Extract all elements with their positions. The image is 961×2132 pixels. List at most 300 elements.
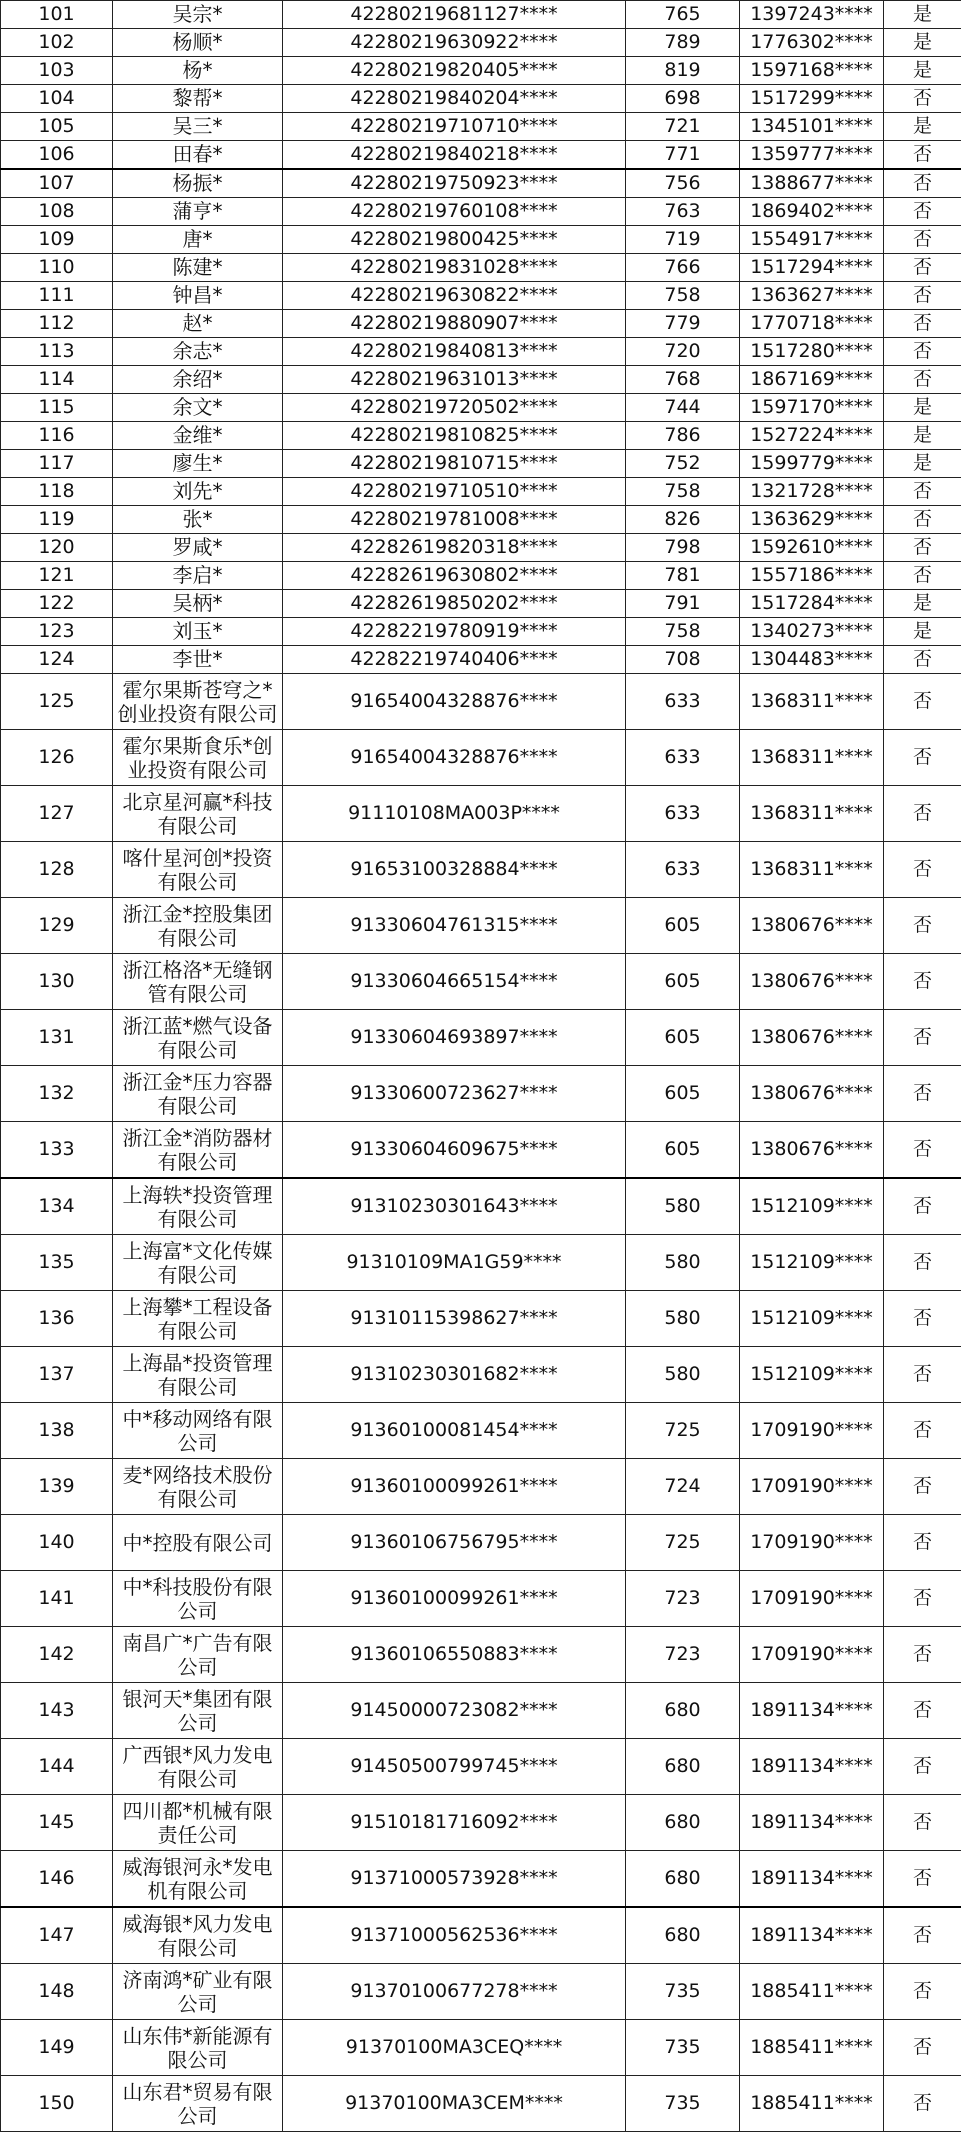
row-number-cell: 130: [1, 954, 113, 1010]
flag-cell: 否: [884, 1515, 961, 1571]
table-row: [1, 1178, 961, 1235]
phone-cell: 1380676****: [740, 1122, 884, 1179]
score-cell: 725: [626, 1403, 740, 1459]
name-cell: 钟昌*: [113, 282, 283, 310]
id-number-cell: 91310109MA1G59****: [283, 1235, 626, 1291]
table-row: [1, 1066, 961, 1122]
phone-cell: 1512109****: [740, 1235, 884, 1291]
name-cell: 上海攀*工程设备有限公司: [113, 1291, 283, 1347]
phone-cell: 1380676****: [740, 898, 884, 954]
row-number-cell: 131: [1, 1010, 113, 1066]
score-cell: 698: [626, 85, 740, 113]
name-cell: 银河天*集团有限公司: [113, 1683, 283, 1739]
id-number-cell: 91371000562536****: [283, 1907, 626, 1964]
score-cell: 789: [626, 29, 740, 57]
id-number-cell: 42282219740406****: [283, 646, 626, 674]
row-number-cell: 133: [1, 1122, 113, 1179]
id-number-cell: 91360106550883****: [283, 1627, 626, 1683]
phone-cell: 1597168****: [740, 57, 884, 85]
flag-cell: 否: [884, 310, 961, 338]
row-number-cell: 117: [1, 450, 113, 478]
table-row: [1, 338, 961, 366]
name-cell: 浙江金*控股集团有限公司: [113, 898, 283, 954]
score-cell: 786: [626, 422, 740, 450]
table-body: [1, 1, 961, 2132]
phone-cell: 1891134****: [740, 1683, 884, 1739]
row-number-cell: 124: [1, 646, 113, 674]
flag-cell: 否: [884, 338, 961, 366]
table-row: [1, 842, 961, 898]
phone-cell: 1363629****: [740, 506, 884, 534]
id-number-cell: 42280219720502****: [283, 394, 626, 422]
phone-cell: 1368311****: [740, 842, 884, 898]
score-cell: 735: [626, 2076, 740, 2132]
id-number-cell: 42280219820405****: [283, 57, 626, 85]
table-row: [1, 730, 961, 786]
id-number-cell: 91653100328884****: [283, 842, 626, 898]
table-row: [1, 506, 961, 534]
score-cell: 719: [626, 226, 740, 254]
id-number-cell: 42280219781008****: [283, 506, 626, 534]
id-number-cell: 42280219631013****: [283, 366, 626, 394]
id-number-cell: 91654004328876****: [283, 674, 626, 730]
score-cell: 605: [626, 1066, 740, 1122]
table-row: [1, 898, 961, 954]
name-cell: 喀什星河创*投资有限公司: [113, 842, 283, 898]
phone-cell: 1363627****: [740, 282, 884, 310]
row-number-cell: 101: [1, 1, 113, 29]
score-cell: 633: [626, 786, 740, 842]
row-number-cell: 137: [1, 1347, 113, 1403]
table-row: [1, 422, 961, 450]
phone-cell: 1891134****: [740, 1907, 884, 1964]
name-cell: 黎帮*: [113, 85, 283, 113]
table-row: [1, 590, 961, 618]
flag-cell: 否: [884, 1291, 961, 1347]
phone-cell: 1397243****: [740, 1, 884, 29]
flag-cell: 否: [884, 646, 961, 674]
flag-cell: 是: [884, 590, 961, 618]
table-row: [1, 57, 961, 85]
table-row: [1, 29, 961, 57]
table-row: [1, 1010, 961, 1066]
phone-cell: 1770718****: [740, 310, 884, 338]
id-number-cell: 91370100MA3CEM****: [283, 2076, 626, 2132]
name-cell: 山东伟*新能源有限公司: [113, 2020, 283, 2076]
score-cell: 605: [626, 1010, 740, 1066]
id-number-cell: 42280219710510****: [283, 478, 626, 506]
flag-cell: 是: [884, 394, 961, 422]
phone-cell: 1517284****: [740, 590, 884, 618]
id-number-cell: 42280219760108****: [283, 198, 626, 226]
score-cell: 752: [626, 450, 740, 478]
flag-cell: 否: [884, 1907, 961, 1964]
row-number-cell: 126: [1, 730, 113, 786]
name-cell: 陈建*: [113, 254, 283, 282]
flag-cell: 否: [884, 506, 961, 534]
table-row: [1, 562, 961, 590]
flag-cell: 否: [884, 282, 961, 310]
row-number-cell: 107: [1, 169, 113, 198]
score-cell: 779: [626, 310, 740, 338]
name-cell: 南昌广*广告有限公司: [113, 1627, 283, 1683]
id-number-cell: 42280219840813****: [283, 338, 626, 366]
flag-cell: 是: [884, 1, 961, 29]
row-number-cell: 132: [1, 1066, 113, 1122]
table-row: [1, 198, 961, 226]
score-cell: 580: [626, 1235, 740, 1291]
score-cell: 708: [626, 646, 740, 674]
flag-cell: 否: [884, 898, 961, 954]
score-cell: 605: [626, 898, 740, 954]
phone-cell: 1517299****: [740, 85, 884, 113]
score-cell: 680: [626, 1739, 740, 1795]
score-cell: 771: [626, 141, 740, 170]
row-number-cell: 111: [1, 282, 113, 310]
phone-cell: 1709190****: [740, 1459, 884, 1515]
name-cell: 余文*: [113, 394, 283, 422]
row-number-cell: 105: [1, 113, 113, 141]
name-cell: 金维*: [113, 422, 283, 450]
phone-cell: 1709190****: [740, 1403, 884, 1459]
name-cell: 中*控股有限公司: [113, 1515, 283, 1571]
table-row: [1, 169, 961, 198]
score-cell: 633: [626, 674, 740, 730]
name-cell: 蒲亨*: [113, 198, 283, 226]
name-cell: 罗咸*: [113, 534, 283, 562]
phone-cell: 1891134****: [740, 1739, 884, 1795]
id-number-cell: 91450000723082****: [283, 1683, 626, 1739]
row-number-cell: 108: [1, 198, 113, 226]
name-cell: 山东君*贸易有限公司: [113, 2076, 283, 2132]
name-cell: 上海晶*投资管理有限公司: [113, 1347, 283, 1403]
name-cell: 刘先*: [113, 478, 283, 506]
flag-cell: 否: [884, 562, 961, 590]
phone-cell: 1709190****: [740, 1571, 884, 1627]
phone-cell: 1597170****: [740, 394, 884, 422]
name-cell: 浙江格洛*无缝钢管有限公司: [113, 954, 283, 1010]
table-row: [1, 646, 961, 674]
row-number-cell: 109: [1, 226, 113, 254]
id-number-cell: 42280219810825****: [283, 422, 626, 450]
name-cell: 杨*: [113, 57, 283, 85]
name-cell: 余志*: [113, 338, 283, 366]
flag-cell: 是: [884, 29, 961, 57]
flag-cell: 否: [884, 1683, 961, 1739]
table-row: [1, 1627, 961, 1683]
phone-cell: 1776302****: [740, 29, 884, 57]
flag-cell: 否: [884, 1235, 961, 1291]
table-row: [1, 254, 961, 282]
id-number-cell: 91310115398627****: [283, 1291, 626, 1347]
row-number-cell: 134: [1, 1178, 113, 1235]
table-row: [1, 1291, 961, 1347]
name-cell: 上海轶*投资管理有限公司: [113, 1178, 283, 1235]
table-row: [1, 1347, 961, 1403]
row-number-cell: 139: [1, 1459, 113, 1515]
id-number-cell: 42280219840204****: [283, 85, 626, 113]
table-row: [1, 1515, 961, 1571]
row-number-cell: 128: [1, 842, 113, 898]
id-number-cell: 91510181716092****: [283, 1795, 626, 1851]
row-number-cell: 103: [1, 57, 113, 85]
score-cell: 680: [626, 1683, 740, 1739]
score-cell: 791: [626, 590, 740, 618]
phone-cell: 1340273****: [740, 618, 884, 646]
score-cell: 580: [626, 1178, 740, 1235]
score-cell: 819: [626, 57, 740, 85]
row-number-cell: 116: [1, 422, 113, 450]
id-number-cell: 91310230301682****: [283, 1347, 626, 1403]
score-cell: 768: [626, 366, 740, 394]
score-cell: 680: [626, 1795, 740, 1851]
flag-cell: 否: [884, 1739, 961, 1795]
flag-cell: 否: [884, 1851, 961, 1908]
phone-cell: 1512109****: [740, 1291, 884, 1347]
id-number-cell: 42280219681127****: [283, 1, 626, 29]
name-cell: 李世*: [113, 646, 283, 674]
score-cell: 744: [626, 394, 740, 422]
table-row: [1, 1235, 961, 1291]
score-cell: 765: [626, 1, 740, 29]
name-cell: 济南鸿*矿业有限公司: [113, 1964, 283, 2020]
row-number-cell: 142: [1, 1627, 113, 1683]
flag-cell: 是: [884, 57, 961, 85]
flag-cell: 是: [884, 450, 961, 478]
table-row: [1, 2020, 961, 2076]
phone-cell: 1359777****: [740, 141, 884, 170]
row-number-cell: 136: [1, 1291, 113, 1347]
phone-cell: 1517280****: [740, 338, 884, 366]
phone-cell: 1512109****: [740, 1347, 884, 1403]
score-cell: 724: [626, 1459, 740, 1515]
flag-cell: 否: [884, 730, 961, 786]
row-number-cell: 125: [1, 674, 113, 730]
flag-cell: 否: [884, 85, 961, 113]
row-number-cell: 140: [1, 1515, 113, 1571]
name-cell: 余绍*: [113, 366, 283, 394]
phone-cell: 1557186****: [740, 562, 884, 590]
flag-cell: 是: [884, 113, 961, 141]
phone-cell: 1512109****: [740, 1178, 884, 1235]
phone-cell: 1869402****: [740, 198, 884, 226]
flag-cell: 是: [884, 618, 961, 646]
row-number-cell: 119: [1, 506, 113, 534]
flag-cell: 否: [884, 1178, 961, 1235]
id-number-cell: 42282619820318****: [283, 534, 626, 562]
phone-cell: 1891134****: [740, 1795, 884, 1851]
name-cell: 浙江金*压力容器有限公司: [113, 1066, 283, 1122]
name-cell: 田春*: [113, 141, 283, 170]
score-cell: 680: [626, 1851, 740, 1908]
id-number-cell: 42280219831028****: [283, 254, 626, 282]
row-number-cell: 148: [1, 1964, 113, 2020]
phone-cell: 1599779****: [740, 450, 884, 478]
score-cell: 580: [626, 1291, 740, 1347]
id-number-cell: 91370100677278****: [283, 1964, 626, 2020]
flag-cell: 是: [884, 422, 961, 450]
phone-cell: 1368311****: [740, 786, 884, 842]
id-number-cell: 91330604665154****: [283, 954, 626, 1010]
id-number-cell: 42280219630922****: [283, 29, 626, 57]
score-cell: 633: [626, 842, 740, 898]
row-number-cell: 120: [1, 534, 113, 562]
id-number-cell: 91371000573928****: [283, 1851, 626, 1908]
table-row: [1, 1851, 961, 1908]
phone-cell: 1304483****: [740, 646, 884, 674]
name-cell: 杨顺*: [113, 29, 283, 57]
name-cell: 张*: [113, 506, 283, 534]
id-number-cell: 42280219880907****: [283, 310, 626, 338]
row-number-cell: 102: [1, 29, 113, 57]
flag-cell: 否: [884, 254, 961, 282]
row-number-cell: 129: [1, 898, 113, 954]
id-number-cell: 91330604609675****: [283, 1122, 626, 1179]
id-number-cell: 91330604693897****: [283, 1010, 626, 1066]
name-cell: 霍尔果斯食乐*创业投资有限公司: [113, 730, 283, 786]
phone-cell: 1527224****: [740, 422, 884, 450]
flag-cell: 否: [884, 1964, 961, 2020]
id-number-cell: 91310230301643****: [283, 1178, 626, 1235]
phone-cell: 1709190****: [740, 1627, 884, 1683]
flag-cell: 否: [884, 534, 961, 562]
table-row: [1, 394, 961, 422]
table-row: [1, 1739, 961, 1795]
phone-cell: 1380676****: [740, 1066, 884, 1122]
row-number-cell: 127: [1, 786, 113, 842]
name-cell: 吴三*: [113, 113, 283, 141]
id-number-cell: 91360100099261****: [283, 1571, 626, 1627]
row-number-cell: 144: [1, 1739, 113, 1795]
flag-cell: 否: [884, 1571, 961, 1627]
score-cell: 766: [626, 254, 740, 282]
table-row: [1, 1907, 961, 1964]
name-cell: 刘玉*: [113, 618, 283, 646]
row-number-cell: 110: [1, 254, 113, 282]
name-cell: 浙江蓝*燃气设备有限公司: [113, 1010, 283, 1066]
table-row: [1, 1403, 961, 1459]
id-number-cell: 42280219750923****: [283, 169, 626, 198]
table-row: [1, 450, 961, 478]
id-number-cell: 42280219630822****: [283, 282, 626, 310]
flag-cell: 否: [884, 1010, 961, 1066]
name-cell: 威海银*风力发电有限公司: [113, 1907, 283, 1964]
score-cell: 720: [626, 338, 740, 366]
phone-cell: 1380676****: [740, 954, 884, 1010]
table-row: [1, 1683, 961, 1739]
flag-cell: 否: [884, 366, 961, 394]
id-number-cell: 91654004328876****: [283, 730, 626, 786]
phone-cell: 1388677****: [740, 169, 884, 198]
score-cell: 758: [626, 618, 740, 646]
phone-cell: 1321728****: [740, 478, 884, 506]
flag-cell: 否: [884, 1403, 961, 1459]
name-cell: 上海富*文化传媒有限公司: [113, 1235, 283, 1291]
table-row: [1, 1, 961, 29]
table-row: [1, 282, 961, 310]
flag-cell: 否: [884, 1795, 961, 1851]
flag-cell: 否: [884, 1347, 961, 1403]
score-cell: 721: [626, 113, 740, 141]
row-number-cell: 138: [1, 1403, 113, 1459]
score-cell: 723: [626, 1627, 740, 1683]
table-row: [1, 113, 961, 141]
id-number-cell: 91110108MA003P****: [283, 786, 626, 842]
flag-cell: 否: [884, 954, 961, 1010]
phone-cell: 1885411****: [740, 1964, 884, 2020]
score-cell: 798: [626, 534, 740, 562]
name-cell: 麦*网络技术股份有限公司: [113, 1459, 283, 1515]
name-cell: 杨振*: [113, 169, 283, 198]
phone-cell: 1592610****: [740, 534, 884, 562]
score-cell: 758: [626, 478, 740, 506]
score-cell: 633: [626, 730, 740, 786]
score-cell: 605: [626, 954, 740, 1010]
phone-cell: 1368311****: [740, 730, 884, 786]
table-row: [1, 1571, 961, 1627]
name-cell: 四川都*机械有限责任公司: [113, 1795, 283, 1851]
flag-cell: 否: [884, 1627, 961, 1683]
flag-cell: 否: [884, 2020, 961, 2076]
flag-cell: 否: [884, 1122, 961, 1179]
table-row: [1, 1795, 961, 1851]
row-number-cell: 123: [1, 618, 113, 646]
flag-cell: 否: [884, 478, 961, 506]
name-cell: 吴柄*: [113, 590, 283, 618]
score-cell: 723: [626, 1571, 740, 1627]
row-number-cell: 145: [1, 1795, 113, 1851]
flag-cell: 否: [884, 786, 961, 842]
id-number-cell: 91360106756795****: [283, 1515, 626, 1571]
phone-cell: 1368311****: [740, 674, 884, 730]
table-row: [1, 618, 961, 646]
name-cell: 廖生*: [113, 450, 283, 478]
flag-cell: 否: [884, 198, 961, 226]
score-cell: 605: [626, 1122, 740, 1179]
phone-cell: 1891134****: [740, 1851, 884, 1908]
flag-cell: 否: [884, 226, 961, 254]
score-cell: 758: [626, 282, 740, 310]
table-row: [1, 226, 961, 254]
id-number-cell: 42282619850202****: [283, 590, 626, 618]
phone-cell: 1517294****: [740, 254, 884, 282]
id-number-cell: 42282219780919****: [283, 618, 626, 646]
phone-cell: 1885411****: [740, 2076, 884, 2132]
flag-cell: 否: [884, 169, 961, 198]
table-row: [1, 534, 961, 562]
row-number-cell: 115: [1, 394, 113, 422]
name-cell: 中*科技股份有限公司: [113, 1571, 283, 1627]
table-row: [1, 1122, 961, 1179]
row-number-cell: 146: [1, 1851, 113, 1908]
row-number-cell: 113: [1, 338, 113, 366]
name-cell: 李启*: [113, 562, 283, 590]
table-row: [1, 2076, 961, 2132]
id-number-cell: 91450500799745****: [283, 1739, 626, 1795]
name-cell: 中*移动网络有限公司: [113, 1403, 283, 1459]
row-number-cell: 147: [1, 1907, 113, 1964]
table-row: [1, 1459, 961, 1515]
name-cell: 吴宗*: [113, 1, 283, 29]
table-row: [1, 310, 961, 338]
row-number-cell: 143: [1, 1683, 113, 1739]
flag-cell: 否: [884, 1459, 961, 1515]
row-number-cell: 150: [1, 2076, 113, 2132]
phone-cell: 1345101****: [740, 113, 884, 141]
id-number-cell: 91360100081454****: [283, 1403, 626, 1459]
id-number-cell: 91330600723627****: [283, 1066, 626, 1122]
table-row: [1, 674, 961, 730]
